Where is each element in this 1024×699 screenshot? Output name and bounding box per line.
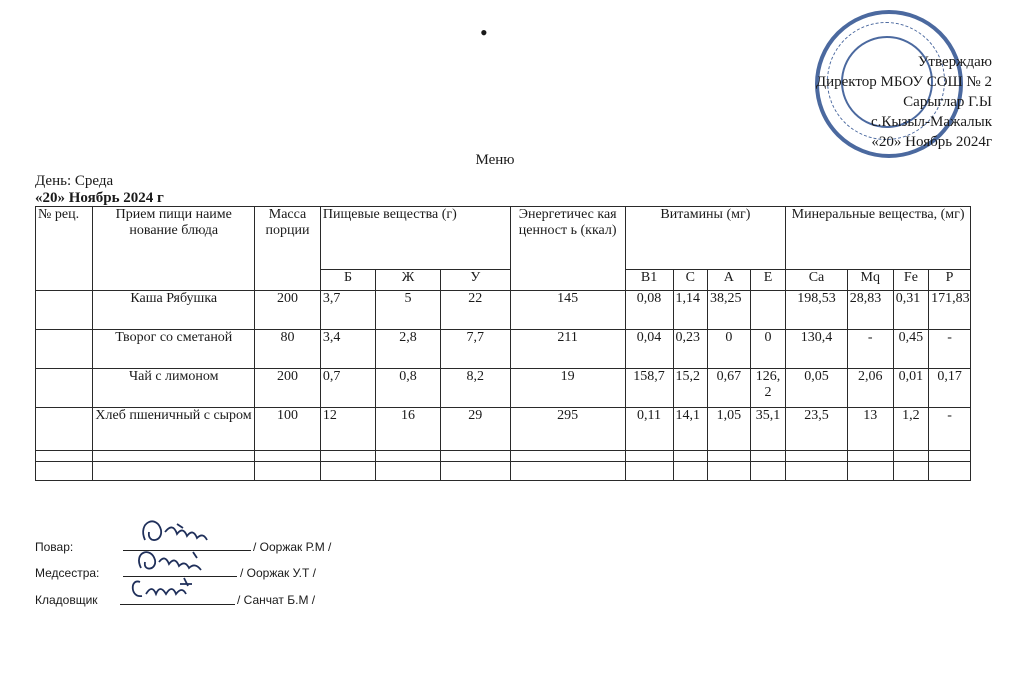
cell-rec	[36, 330, 93, 369]
cell-mg: -	[847, 330, 893, 369]
cell-mg: 13	[847, 408, 893, 451]
cell-protein: 0,7	[320, 369, 375, 408]
subheader-cell: Mq	[847, 270, 893, 291]
cell-carbs: 7,7	[440, 330, 510, 369]
header-minerals: Минеральные вещества, (мг)	[786, 207, 971, 270]
cell-e	[750, 291, 785, 330]
cell-fe: 0,45	[893, 330, 928, 369]
cell-c: 0,23	[673, 330, 707, 369]
approval-line-2: Директор МБОУ СОШ № 2	[815, 74, 992, 90]
nurse-label: Медсестра:	[35, 566, 100, 580]
cell-carbs: 22	[440, 291, 510, 330]
date-label: «20» Ноябрь 2024 г	[35, 190, 164, 206]
table-row	[36, 291, 971, 330]
subheader-cell: В1	[625, 270, 673, 291]
storekeeper-signature	[128, 572, 218, 606]
header-vitamins: Витамины (мг)	[625, 207, 786, 270]
table-row-empty	[36, 462, 971, 481]
subheader-cell: P	[929, 270, 971, 291]
storekeeper-name: / Санчат Б.М /	[237, 593, 316, 607]
cell-b1: 0,04	[625, 330, 673, 369]
subheader-cell: Ж	[376, 270, 441, 291]
cell-a: 0,67	[707, 369, 750, 408]
subheader-cell: Б	[320, 270, 375, 291]
cell-a: 1,05	[707, 408, 750, 451]
subheader-cell: У	[440, 270, 510, 291]
cook-label: Повар:	[35, 540, 74, 554]
subheader-cell: А	[707, 270, 750, 291]
cell-mass: 100	[255, 408, 321, 451]
subheader-cell: Ca	[786, 270, 848, 291]
header-nutrients: Пищевые вещества (г)	[320, 207, 510, 270]
cell-a: 0	[707, 330, 750, 369]
cell-fat: 16	[376, 408, 441, 451]
cell-mass: 80	[255, 330, 321, 369]
cook-name: / Ооржак Р.М /	[253, 540, 332, 554]
cell-c: 14,1	[673, 408, 707, 451]
table-row	[36, 408, 971, 451]
cell-energy: 19	[510, 369, 625, 408]
nurse-name: / Ооржак У.Т /	[240, 566, 316, 580]
document-title: Меню	[475, 152, 515, 168]
cell-c: 15,2	[673, 369, 707, 408]
cell-e: 126, 2	[750, 369, 785, 408]
cell-protein: 3,7	[320, 291, 375, 330]
approval-line-1: Утверждаю	[917, 54, 992, 70]
cell-fat: 5	[376, 291, 441, 330]
cell-ca: 0,05	[786, 369, 848, 408]
cell-c: 1,14	[673, 291, 707, 330]
cell-b1: 0,08	[625, 291, 673, 330]
table-row	[36, 330, 971, 369]
cell-fe: 1,2	[893, 408, 928, 451]
cell-fe: 0,31	[893, 291, 928, 330]
subheader-cell: С	[673, 270, 707, 291]
cell-energy: 295	[510, 408, 625, 451]
cell-rec	[36, 369, 93, 408]
header-mass: Масса порции	[255, 207, 321, 291]
cell-fat: 0,8	[376, 369, 441, 408]
day-label: День: Среда	[35, 173, 114, 189]
cell-mass: 200	[255, 369, 321, 408]
cell-ca: 198,53	[786, 291, 848, 330]
cell-rec	[36, 291, 93, 330]
cell-p: 171,83	[929, 291, 971, 330]
approval-line-5: «20» Ноябрь 2024г	[871, 134, 992, 150]
cell-mg: 2,06	[847, 369, 893, 408]
cell-protein: 12	[320, 408, 375, 451]
menu-table	[35, 206, 971, 481]
subheader-cell: Fe	[893, 270, 928, 291]
cell-dish-name: Каша Рябушка	[93, 291, 255, 330]
table-row-empty	[36, 451, 971, 462]
cell-carbs: 29	[440, 408, 510, 451]
approval-line-4: с.Кызыл-Мажалык	[871, 114, 992, 130]
cell-energy: 211	[510, 330, 625, 369]
storekeeper-label: Кладовщик	[35, 593, 98, 607]
cell-carbs: 8,2	[440, 369, 510, 408]
cell-dish-name: Чай с лимоном	[93, 369, 255, 408]
table-header-row	[36, 207, 971, 270]
cell-energy: 145	[510, 291, 625, 330]
header-energy: Энергетичес кая ценност ь (ккал)	[510, 207, 625, 291]
approval-line-3: Сарыглар Г.Ы	[903, 94, 992, 110]
cell-b1: 0,11	[625, 408, 673, 451]
cell-a: 38,25	[707, 291, 750, 330]
top-mark: •	[480, 20, 488, 45]
cell-mass: 200	[255, 291, 321, 330]
table-row	[36, 369, 971, 408]
cell-p: -	[929, 330, 971, 369]
cell-rec	[36, 408, 93, 451]
header-rec: № рец.	[36, 207, 93, 291]
cell-e: 35,1	[750, 408, 785, 451]
cell-p: -	[929, 408, 971, 451]
cell-ca: 130,4	[786, 330, 848, 369]
cell-dish-name: Творог со сметаной	[93, 330, 255, 369]
cell-e: 0	[750, 330, 785, 369]
header-name: Прием пищи наиме нование блюда	[93, 207, 255, 291]
subheader-cell: Е	[750, 270, 785, 291]
cell-protein: 3,4	[320, 330, 375, 369]
approval-block	[732, 52, 992, 152]
cell-fe: 0,01	[893, 369, 928, 408]
cell-p: 0,17	[929, 369, 971, 408]
cell-b1: 158,7	[625, 369, 673, 408]
cell-mg: 28,83	[847, 291, 893, 330]
cell-ca: 23,5	[786, 408, 848, 451]
cell-fat: 2,8	[376, 330, 441, 369]
cell-dish-name: Хлеб пшеничный с сыром	[93, 408, 255, 451]
